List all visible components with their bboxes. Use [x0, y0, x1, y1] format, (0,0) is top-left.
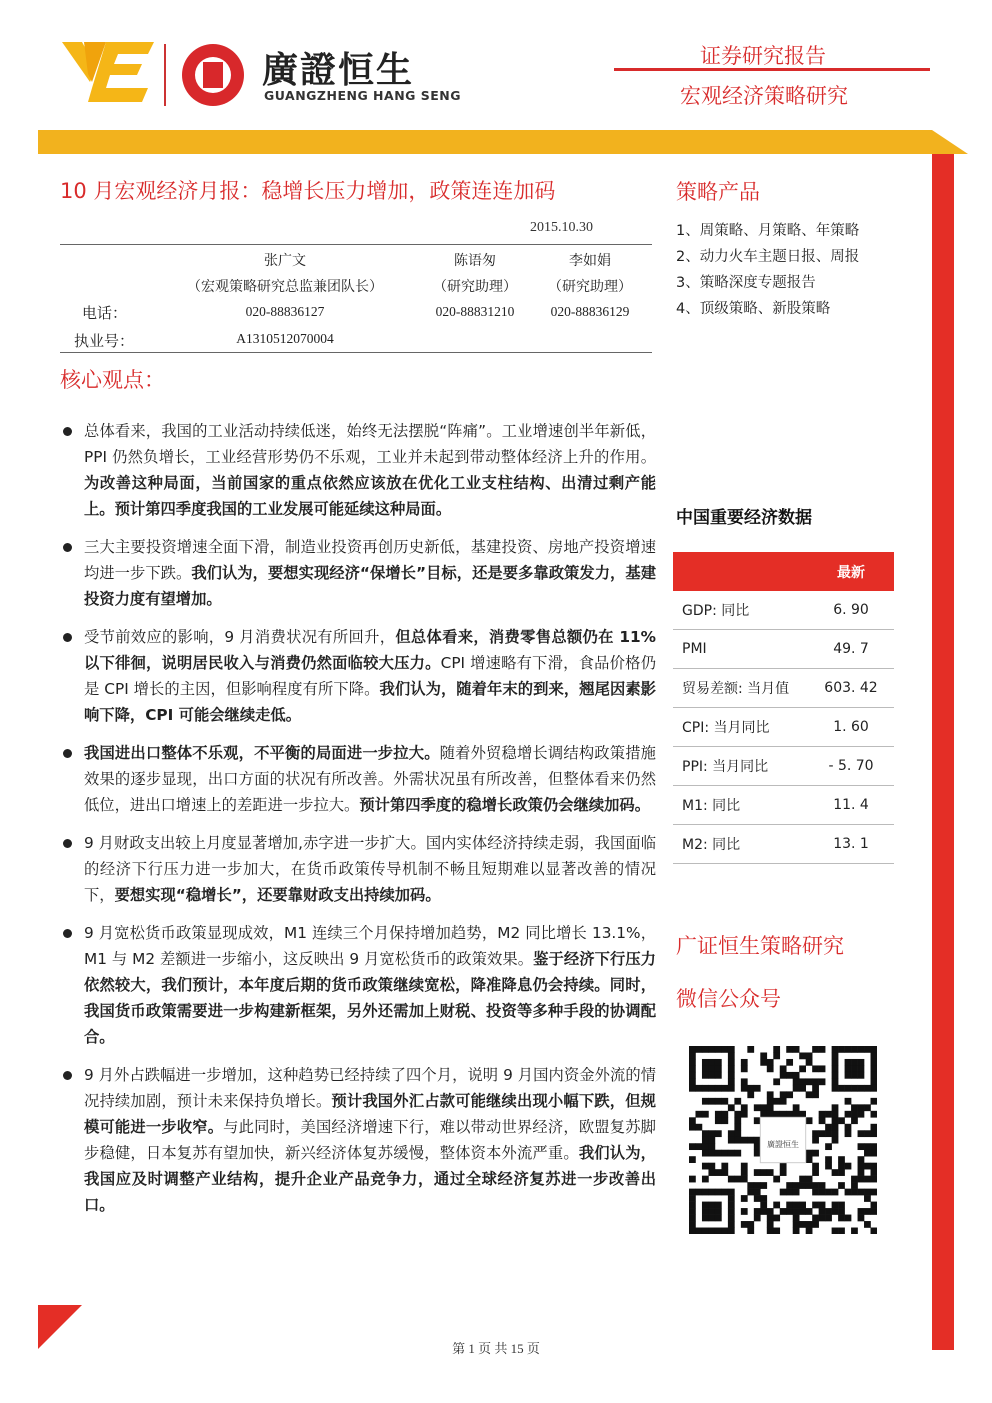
author-phone: 020-88836127: [245, 304, 325, 319]
product-item: 2、动力火车主题日报、周报: [676, 249, 860, 265]
author-name: 陈语匆: [454, 253, 496, 269]
core-point: [60, 624, 656, 728]
wechat-subtitle: 微信公众号: [676, 987, 781, 1011]
core-point: [60, 1062, 656, 1218]
econ-row: [673, 669, 894, 708]
econ-indicator: 贸易差额: 当月值: [673, 669, 808, 708]
econ-row: [673, 591, 894, 630]
report-type: 证券研究报告: [700, 44, 826, 68]
phone-label: 电话：: [82, 304, 128, 322]
author-name: 张广文: [264, 253, 306, 269]
logo-divider: [164, 44, 166, 106]
core-point-emphasis: 但总体看来，消费零售总额仍在 11%以下徘徊，说明居民收入与消费仍然面临较大压力。: [84, 628, 656, 672]
core-point-text: 总体看来，我国的工业活动持续低迷，始终无法摆脱“阵痛”。工业增速创半年新低，PPI 仍然负增长，工业经营形势仍不乐观，工业并未起到带动整体经济上升的作用。: [84, 422, 656, 466]
core-point-emphasis: 要想实现“稳增长”，还要靠财政支出持续加码。: [114, 886, 441, 904]
core-point-emphasis: 预计第四季度的稳增长政策仍会继续加码。: [359, 796, 651, 814]
qr-code-icon: [689, 1046, 877, 1234]
band-fold: [932, 130, 968, 154]
econ-row: [673, 708, 894, 747]
core-point-text: 9 月宽松货币政策显现成效，M1 连续三个月保持增加趋势，M2 同比增长 13.1%，M1 与 M2 差额进一步缩小，这反映出 9 月宽松货币的政策效果。: [84, 924, 656, 968]
author-license: A1310512070004: [236, 331, 334, 346]
econ-row: [673, 747, 894, 786]
core-point: [60, 830, 656, 908]
core-heading: 核心观点：: [60, 368, 165, 392]
core-point-emphasis: 鉴于经济下行压力依然较大，我们预计，本年度后期的货币政策继续宽松，降准降息仍会持续。同时，我国货币政策需要进一步构建新框架，另外还需加上财税、投资等多种手段的协调配合。: [84, 950, 656, 1046]
core-point-emphasis: 我国进出口整体不乐观，不平衡的局面进一步拉大。: [84, 744, 440, 762]
econ-row: [673, 825, 894, 864]
qr-logo-text: 廣證恒生: [767, 1140, 799, 1149]
brand-name-en: GUANGZHENG HANG SENG: [264, 88, 462, 103]
product-item: 3、策略深度专题报告: [676, 275, 816, 291]
econ-value: 6. 90: [808, 591, 894, 630]
author-phone: 020-88831210: [435, 304, 515, 319]
product-item: 4、顶级策略、新股策略: [676, 301, 831, 317]
econ-row: [673, 630, 894, 669]
wechat-title: 广证恒生策略研究: [676, 934, 844, 958]
report-category: 宏观经济策略研究: [680, 84, 848, 108]
econ-value: - 5. 70: [808, 747, 894, 786]
econ-row: [673, 786, 894, 825]
core-point-emphasis: 我们认为，随着年末的到来，翘尾因素影响下降，CPI 可能会继续走低。: [84, 680, 656, 724]
page-number: 第 1 页 共 15 页: [452, 1341, 540, 1356]
author-role: （研究助理）: [548, 279, 632, 295]
brand-name-cn: 廣證恒生: [262, 50, 415, 91]
top-band: [38, 130, 968, 154]
econ-indicator: GDP: 同比: [673, 591, 808, 630]
econ-data-title: 中国重要经济数据: [676, 508, 812, 528]
econ-indicator: M1: 同比: [673, 786, 808, 825]
core-point-emphasis: 为改善这种局面，当前国家的重点依然应该放在优化工业支柱结构、出清过剩产能上。预计第四季度我国的工业发展可能延续这种局面。: [84, 474, 656, 518]
core-point-text: 与此同时，美国经济增速下行，难以带动世界经济，欧盟复苏脚步稳健，日本复苏有望加快，新兴经济体复苏缓慢，整体资本外流严重。: [84, 1118, 656, 1162]
core-point: [60, 418, 656, 522]
core-point-text: CPI 增速略有下滑，食品价格仍是 CPI 增长的主因，但影响程度有所下降。: [84, 654, 656, 698]
econ-value: 13. 1: [808, 825, 894, 864]
author-role: （研究助理）: [433, 279, 517, 295]
products-heading: 策略产品: [676, 180, 760, 204]
yf-logo-icon: [62, 42, 154, 102]
econ-data-table: [673, 552, 894, 864]
econ-value: 1. 60: [808, 708, 894, 747]
right-margin-bar: [932, 154, 954, 1350]
title-rule: [60, 244, 652, 245]
author-role: （宏观策略研究总监兼团队长）: [187, 279, 383, 295]
report-date: 2015.10.30: [530, 220, 593, 235]
econ-indicator: CPI: 当月同比: [673, 708, 808, 747]
core-point-text: 三大主要投资增速全面下滑，制造业投资再创历史新低，基建投资、房地产投资增速均进一步下跌。: [84, 538, 656, 582]
authors-rule: [60, 352, 652, 353]
econ-value: 603. 42: [808, 669, 894, 708]
license-label: 执业号：: [74, 332, 135, 350]
core-point-text: 受节前效应的影响，9 月消费状况有所回升，: [84, 628, 396, 646]
econ-indicator: PMI: [673, 630, 808, 669]
econ-col-header: 最新: [808, 552, 894, 591]
econ-value: 11. 4: [808, 786, 894, 825]
core-point-emphasis: 我们认为，我国应及时调整产业结构，提升企业产品竞争力，通过全球经济复苏进一步改善出口。: [84, 1144, 656, 1214]
core-point-emphasis: 预计我国外汇占款可能继续出现小幅下跌，但规模可能进一步收窄。: [84, 1092, 656, 1136]
header-rule: [614, 68, 930, 71]
core-point: [60, 534, 656, 612]
seal-logo-icon: [182, 44, 244, 106]
econ-indicator: PPI: 当月同比: [673, 747, 808, 786]
author-phone: 020-88836129: [550, 304, 630, 319]
econ-indicator: M2: 同比: [673, 825, 808, 864]
report-title: 10 月宏观经济月报：稳增长压力增加，政策连连加码: [60, 179, 556, 203]
core-point-text: 9 月外占跌幅进一步增加，这种趋势已经持续了四个月，说明 9 月国内资金外流的情况持续加剧，预计未来保持负增长。: [84, 1066, 656, 1110]
author-name: 李如娟: [569, 253, 611, 269]
core-point-text: 随着外贸稳增长调结构政策措施效果的逐步显现，出口方面的状况有所改善。外需状况虽有所改善，但整体看来仍然低位，进出口增速上的差距进一步拉大。: [84, 744, 656, 814]
core-point: [60, 740, 656, 818]
econ-value: 49. 7: [808, 630, 894, 669]
core-point-text: 9 月财政支出较上月度显著增加,赤字进一步扩大。国内实体经济持续走弱，我国面临的经济下行压力进一步加大，在货币政策传导机制不畅且短期难以显著改善的情况下，: [84, 834, 656, 904]
core-points-list: [60, 418, 656, 1230]
econ-header-blank: [673, 552, 808, 591]
product-item: 1、周策略、月策略、年策略: [676, 223, 860, 239]
core-point-emphasis: 我们认为，要想实现经济“保增长”目标，还是要多靠政策发力，基建投资力度有望增加。: [84, 564, 656, 608]
core-point: [60, 920, 656, 1050]
